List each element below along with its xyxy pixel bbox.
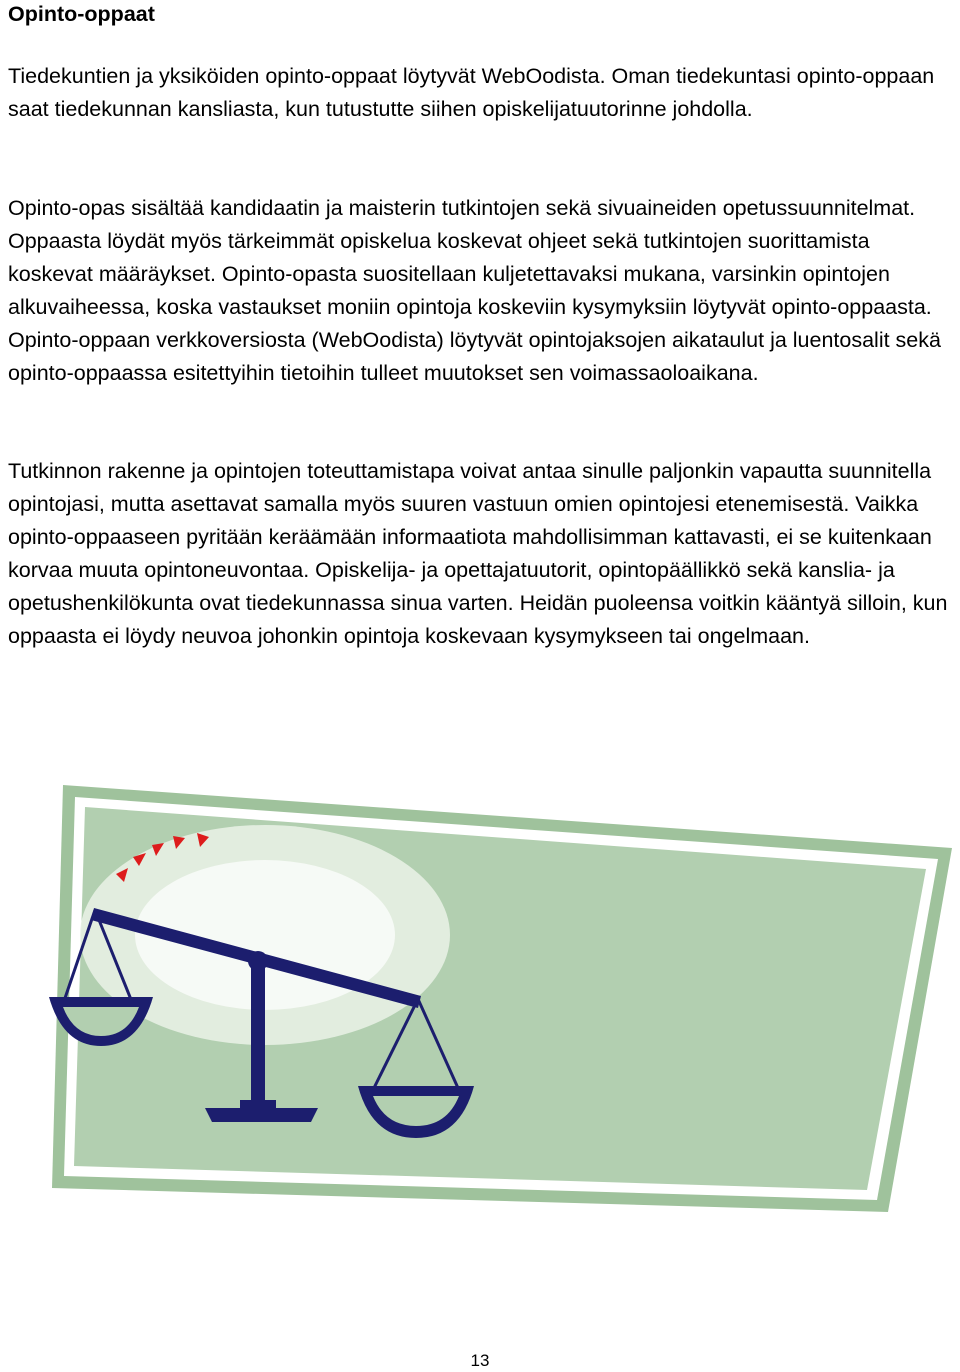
page-heading: Opinto-oppaat bbox=[8, 2, 155, 26]
paragraph-degree-structure: Tutkinnon rakenne ja opintojen toteuttamistapa voivat antaa sinulle paljonkin vapautta suunnitella opintojasi, mutta asettavat samalla myös suuren vastuun omien opintojesi etenemisestä. Vaikka opinto-oppaaseen pyritään keräämään informaatiota mahdollisimman kattavasti, ei se kuitenkaan korvaa muuta opintoneuvontaa. Opiskelija- ja opettajatuutorit, opintopäällikkö sekä kanslia- ja opetushenkilökunta ovat tiedekunnassa sinua varten. Heidän puoleensa voitkin kääntyä silloin, kun oppaasta ei löydy neuvoa johonkin opintoja koskevaan kysymykseen tai ongelmaan. bbox=[8, 459, 948, 648]
paragraph-intro: Tiedekuntien ja yksiköiden opinto-oppaat löytyvät WebOodista. Oman tiedekuntasi opinto-oppaan saat tiedekunnan kansliasta, kun tutustutte siihen opiskelijatuutorinne johdolla. bbox=[8, 64, 935, 121]
paragraph-guide-contents: Opinto-opas sisältää kandidaatin ja maisterin tutkintojen sekä sivuaineiden opetussuunnitelmat. Oppaasta löydät myös tärkeimmät opiskelua koskevat ohjeet sekä tutkintojen suorittamista koskevat määräykset. Opinto-opasta suositellaan kuljetettavaksi mukana, varsinkin opintojen alkuvaiheessa, koska vastaukset moniin opintoja koskeviin kysymyksiin löytyvät opinto-oppaasta. Opinto-oppaan verkkoversiosta (WebOodista) löytyvät opintojaksojen aikataulut ja luentosalit sekä opinto-oppaassa esitettyihin tietoihin tulleet muutokset sen voimassaoloaikana. bbox=[8, 196, 941, 385]
page-number: 13 bbox=[470, 1351, 490, 1370]
balance-scale-clipart bbox=[0, 760, 960, 1220]
